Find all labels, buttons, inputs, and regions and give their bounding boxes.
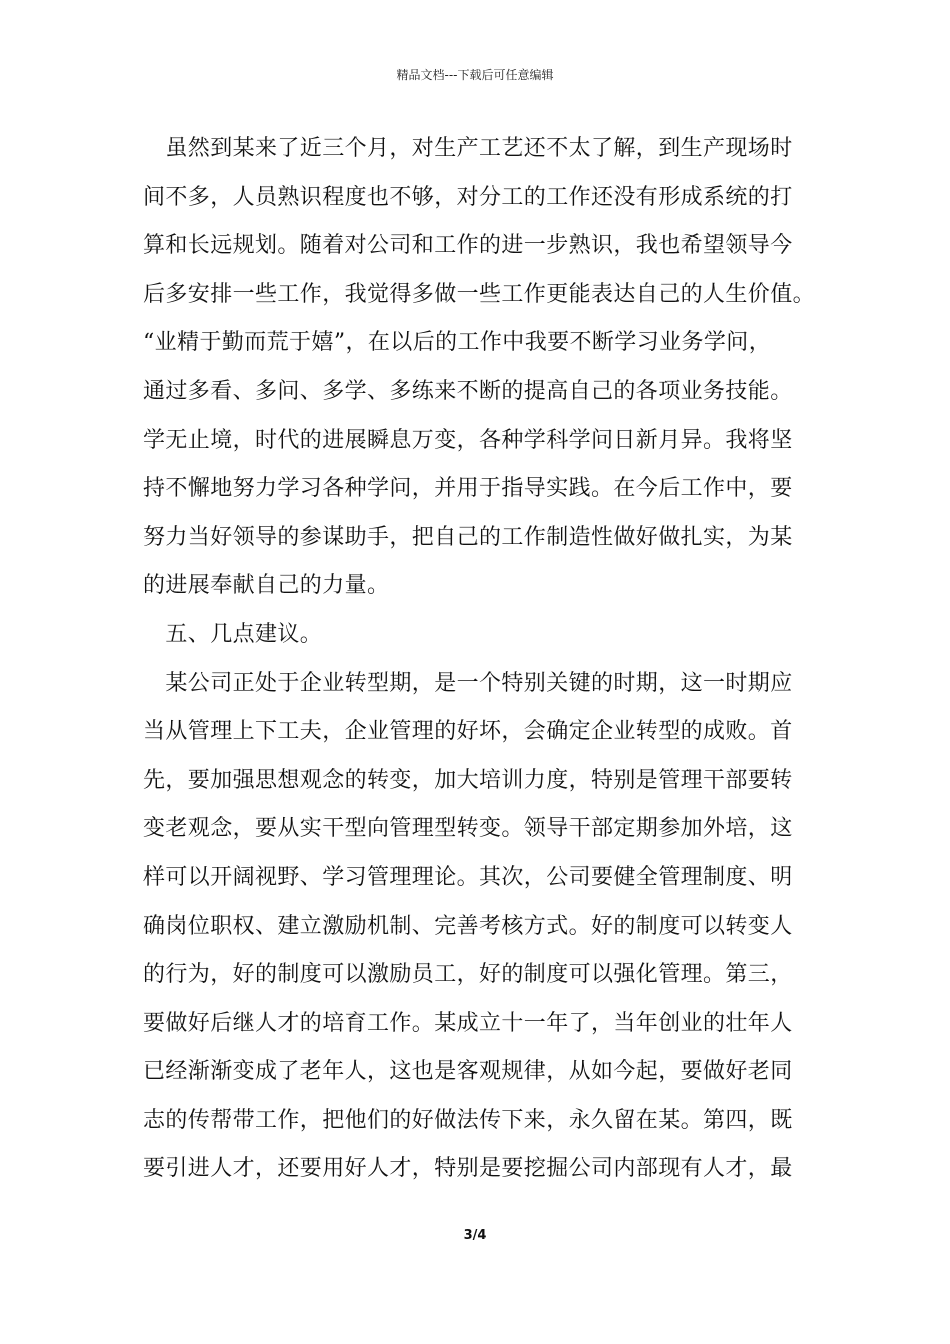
- body-line: 的行为，好的制度可以激励员工，好的制度可以强化管理。第三，: [143, 962, 793, 988]
- page-header: 精品文档---下载后可任意编辑: [396, 68, 554, 82]
- body-line: 努力当好领导的参谋助手，把自己的工作制造性做好做扎实，为某: [143, 524, 793, 550]
- body-line: 持不懈地努力学习各种学问，并用于指导实践。在今后工作中，要: [143, 476, 793, 502]
- document-body: [143, 125, 816, 1194]
- body-line: 要引进人才，还要用好人才，特别是要挖掘公司内部现有人才，最: [143, 1156, 793, 1182]
- body-line: 学无止境，时代的进展瞬息万变，各种学科学问日新月异。我将坚: [143, 427, 793, 453]
- section-heading: 五、几点建议。: [143, 621, 323, 647]
- body-line: 后多安排一些工作，我觉得多做一些工作更能表达自己的人生价值。: [143, 281, 816, 307]
- body-line: 先，要加强思想观念的转变，加大培训力度，特别是管理干部要转: [143, 767, 793, 793]
- body-line: 要做好后继人才的培育工作。某成立十一年了，当年创业的壮年人: [143, 1010, 793, 1036]
- body-line: 变老观念，要从实干型向管理型转变。领导干部定期参加外培，这: [143, 816, 793, 842]
- body-line: 间不多，人员熟识程度也不够，对分工的工作还没有形成系统的打: [143, 184, 793, 210]
- body-line: 算和长远规划。随着对公司和工作的进一步熟识，我也希望领导今: [143, 233, 793, 259]
- body-line: 某公司正处于企业转型期，是一个特别关键的时期，这一时期应: [143, 670, 793, 696]
- body-line: 当从管理上下工夫，企业管理的好坏，会确定企业转型的成败。首: [143, 719, 793, 745]
- body-line: 志的传帮带工作，把他们的好做法传下来，永久留在某。第四，既: [143, 1107, 793, 1133]
- body-line: 样可以开阔视野、学习管理理论。其次，公司要健全管理制度、明: [143, 864, 793, 890]
- page-number: 3/4: [463, 1228, 487, 1243]
- body-line: 确岗位职权、建立激励机制、完善考核方式。好的制度可以转变人: [143, 913, 793, 939]
- body-line: 的进展奉献自己的力量。: [143, 573, 390, 599]
- body-line: 通过多看、多问、多学、多练来不断的提高自己的各项业务技能。: [143, 378, 793, 404]
- body-line: “业精于勤而荒于嬉”，在以后的工作中我要不断学习业务学问，: [143, 330, 772, 356]
- body-line: 已经渐渐变成了老年人，这也是客观规律，从如今起，要做好老同: [143, 1059, 793, 1085]
- body-line: 虽然到某来了近三个月，对生产工艺还不太了解，到生产现场时: [143, 136, 793, 161]
